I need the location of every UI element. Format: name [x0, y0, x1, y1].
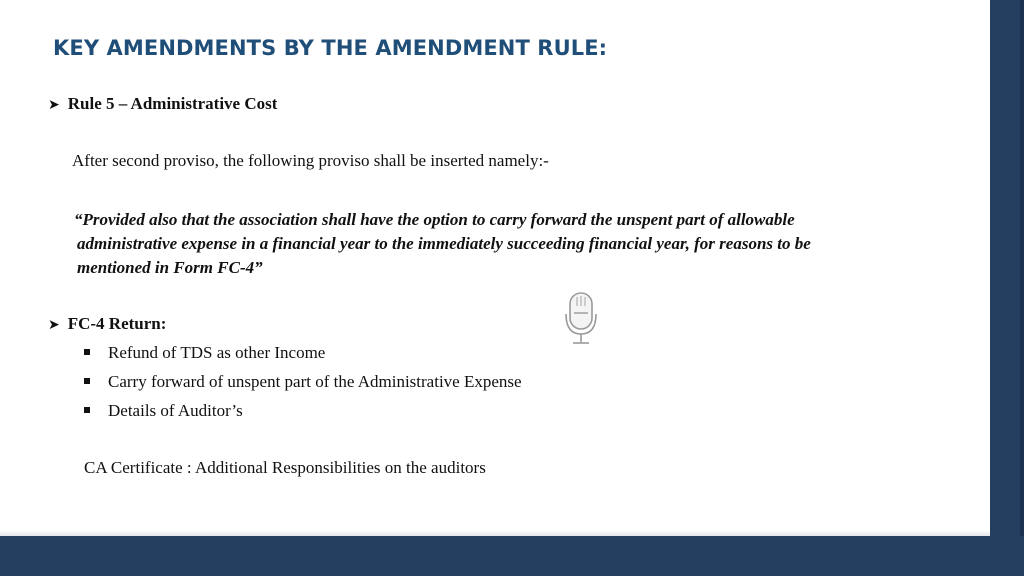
section-heading-fc4 — [48, 314, 166, 334]
microphone-icon[interactable] — [562, 290, 600, 346]
section-heading-rule5 — [48, 94, 277, 114]
section-heading-rule5-text: Rule 5 – Administrative Cost — [67, 94, 278, 113]
list-item — [84, 399, 522, 428]
square-bullet-icon — [84, 378, 90, 384]
list-item — [84, 370, 522, 399]
ca-certificate-note: CA Certificate : Additional Responsibilities on the auditors — [84, 458, 486, 477]
intro-text: After second proviso, the following proviso shall be inserted namely:- — [72, 151, 549, 170]
arrowhead-icon: ➤ — [48, 317, 60, 333]
quote-line: “Provided also that the association shall have the option to carry forward the unspent part of allowable — [74, 210, 795, 229]
list-item — [84, 341, 522, 370]
quote-line: administrative expense in a financial year to the immediately succeeding financial year, for reasons to be — [77, 234, 811, 253]
arrowhead-icon: ➤ — [48, 97, 60, 113]
right-accent-band — [990, 0, 1024, 576]
list-item-text: Details of Auditor’s — [108, 401, 243, 420]
right-accent-edge — [1020, 0, 1024, 576]
quote-line: mentioned in Form FC-4” — [77, 258, 263, 277]
bottom-accent-band — [0, 536, 1024, 576]
proviso-quote — [74, 208, 954, 280]
square-bullet-icon — [84, 349, 90, 355]
list-item-text: Carry forward of unspent part of the Administrative Expense — [108, 372, 522, 391]
list-item-text: Refund of TDS as other Income — [108, 343, 326, 362]
slide-title: KEY AMENDMENTS BY THE AMENDMENT RULE: — [53, 36, 608, 60]
section-heading-fc4-text: FC-4 Return: — [67, 314, 167, 333]
square-bullet-icon — [84, 407, 90, 413]
fc4-bullet-list — [84, 341, 522, 428]
